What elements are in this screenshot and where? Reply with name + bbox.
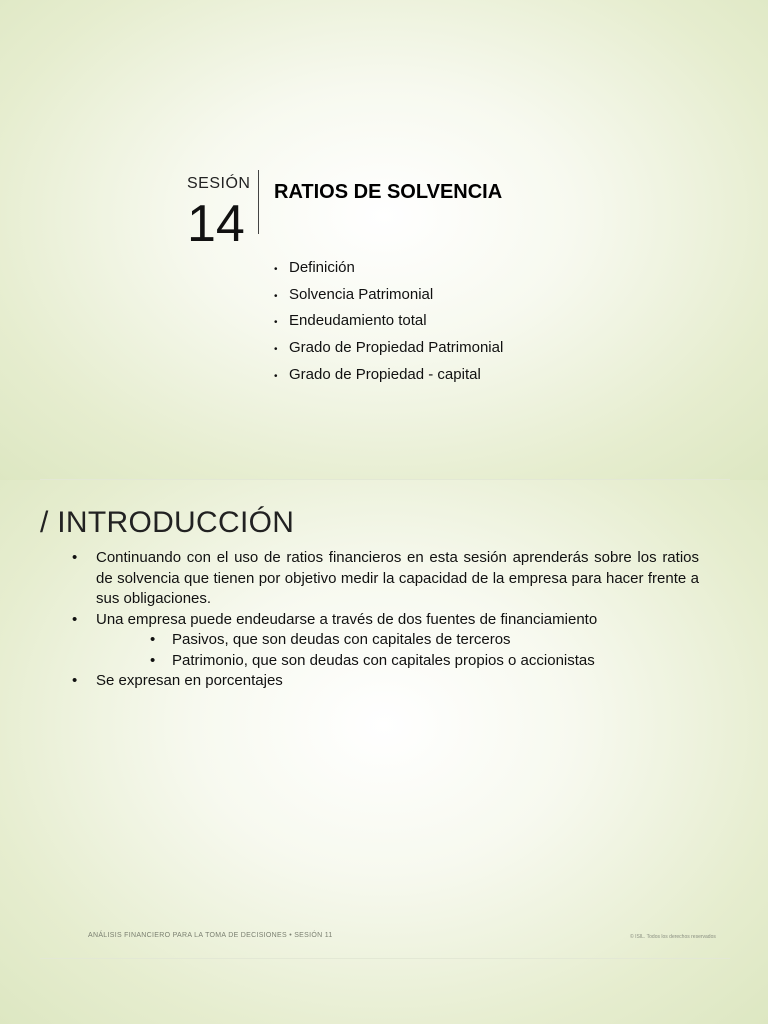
intro-body [72, 548, 699, 692]
bullet-icon: • [72, 610, 78, 628]
topic-list [274, 256, 503, 390]
slide-separator [40, 479, 730, 480]
topic-item: • Solvencia Patrimonial [274, 283, 503, 310]
session-label: SESIÓN [187, 175, 251, 192]
bullet-icon: • [274, 264, 278, 275]
bullet-icon: • [274, 344, 278, 356]
footer-course: ANÁLISIS FINANCIERO PARA LA TOMA DE DECISIONES • SESIÓN 11 [88, 932, 333, 939]
bullet-icon: • [72, 549, 78, 566]
bullet-icon: • [274, 317, 278, 329]
bullet-icon: • [274, 370, 278, 382]
intro-heading: / INTRODUCCIÓN [40, 506, 295, 539]
topic-item: • Definición [274, 256, 503, 283]
bullet-icon: • [150, 631, 156, 648]
intro-bullet: • Una empresa puede endeudarse a través de dos fuentes de financiamiento [72, 610, 699, 631]
topic-item: • Endeudamiento total [274, 309, 503, 336]
footer-line [40, 958, 730, 959]
session-number: 14 [187, 195, 245, 253]
intro-bullet: • Continuando con el uso de ratios financieros en esta sesión aprenderás sobre los ratios de solvencia que tienen por objetivo medir la capacidad de la empresa para hacer frente a sus obligaciones. [72, 549, 699, 607]
intro-bullet: • Se expresan en porcentajes [72, 671, 699, 692]
intro-sub-bullet: • Patrimonio, que son deudas con capitales propios o accionistas [72, 651, 699, 672]
bullet-icon: • [274, 290, 278, 302]
session-divider [258, 170, 259, 234]
session-title: RATIOS DE SOLVENCIA [274, 181, 503, 203]
topic-item: • Grado de Propiedad - capital [274, 363, 503, 390]
topic-item: • Grado de Propiedad Patrimonial [274, 336, 503, 363]
footer-copyright: © ISIL. Todos los derechos reservados [630, 934, 716, 940]
session-slide [0, 0, 768, 480]
intro-sub-bullet: • Pasivos, que son deudas con capitales de terceros [72, 630, 699, 651]
bullet-icon: • [150, 651, 156, 669]
bullet-icon: • [72, 672, 78, 689]
